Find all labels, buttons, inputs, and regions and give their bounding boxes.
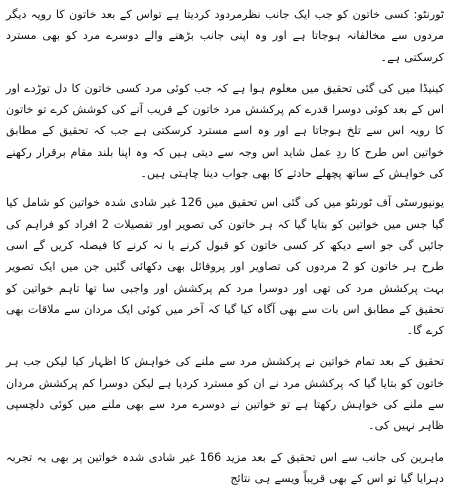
paragraph-findings: تحقیق کے بعد تمام خواتین نے پرکشش مرد سے ملنے کی خواہش کا اظہار کیا لیکن جب ہر خاتون کو بتایا گیا کہ پرکشش مرد نے ان کو مسترد کردیا ہے لیکن دوسرا کم پرکشش مردان سے ملنے کی خواہش رکھتا ہے تو خواتین نے دوسرے مرد سے بھی ملنے میں کوئی دلچسپی ظاہر نہیں کی۔	[6, 355, 444, 433]
paragraph-canada-research: کینیڈا میں کی گئی تحقیق میں معلوم ہوا ہے کہ جب کوئی مرد کسی خاتون کا دل توڑدے اور اس کے بعد کوئی دوسرا قدرے کم پرکشش مرد خاتون کے قریب آنے کی کوشش کرے تو خاتون کا رویہ اس سے تلخ ہوجاتا ہے اور وہ اسے مسترد کرسکتی ہے جب کہ تحقیق کے مطابق خواتین اس طرح کا ردِ عمل شاید اس وجہ سے دیتی ہیں کہ وہ اپنا بلند مقام برقرار رکھنے کی خواہش کے ساتھ پچھلے حادثے کا بھی جواب دینا چاہتی ہیں۔	[5, 81, 444, 181]
paragraph-repeat-experiment: ماہرین کی جانب سے اس تحقیق کے بعد مزید 166 غیر شادی شدہ خواتین پر بھی یہ تجربہ دہرایا گیا تو اس کے بھی قریباً ویسے ہی نتائج	[6, 450, 444, 485]
paragraph-toronto-study: یونیورسٹی آف ٹورنٹو میں کی گئی اس تحقیق میں 126 غیر شادی شدہ خواتین کو شامل کیا گیا جس میں خواتین کو بتایا گیا کہ ہر خاتون کی تصویر اور تفصیلات 2 افراد کو فراہم کی جائیں گی جو اسے دیکھ کر کسی خاتون کو قبول کرنے یا نہ کرنے کا فیصلہ کریں گے اسی طرح ہر خاتون کو 2 مردوں کی تصاویر اور پروفائل بھی دکھائی گئیں جن میں ایک تصویر بہت پرکشش مرد کی تھی اور دوسرا مرد کم پرکشش اور واجبی سا تھا تاہم خواتین کو تحقیق کے مطابق اس بات سے بھی آگاہ کیا گیا کہ آخر میں کوئی ایک مردان سے ملاقات بھی کرے گا۔	[6, 196, 445, 338]
paragraph-intro: ٹورنٹو: کسی خاتون کو جب ایک جانب نظرمردود کردیتا ہے تواس کے بعد خاتون کا رویہ دیگر مردوں سے مخالفانہ ہوجاتا ہے اور وہ اپنی جانب بڑھنے والے دوسرے مرد کو بھی مسترد کرسکتی ہے۔	[6, 8, 444, 64]
